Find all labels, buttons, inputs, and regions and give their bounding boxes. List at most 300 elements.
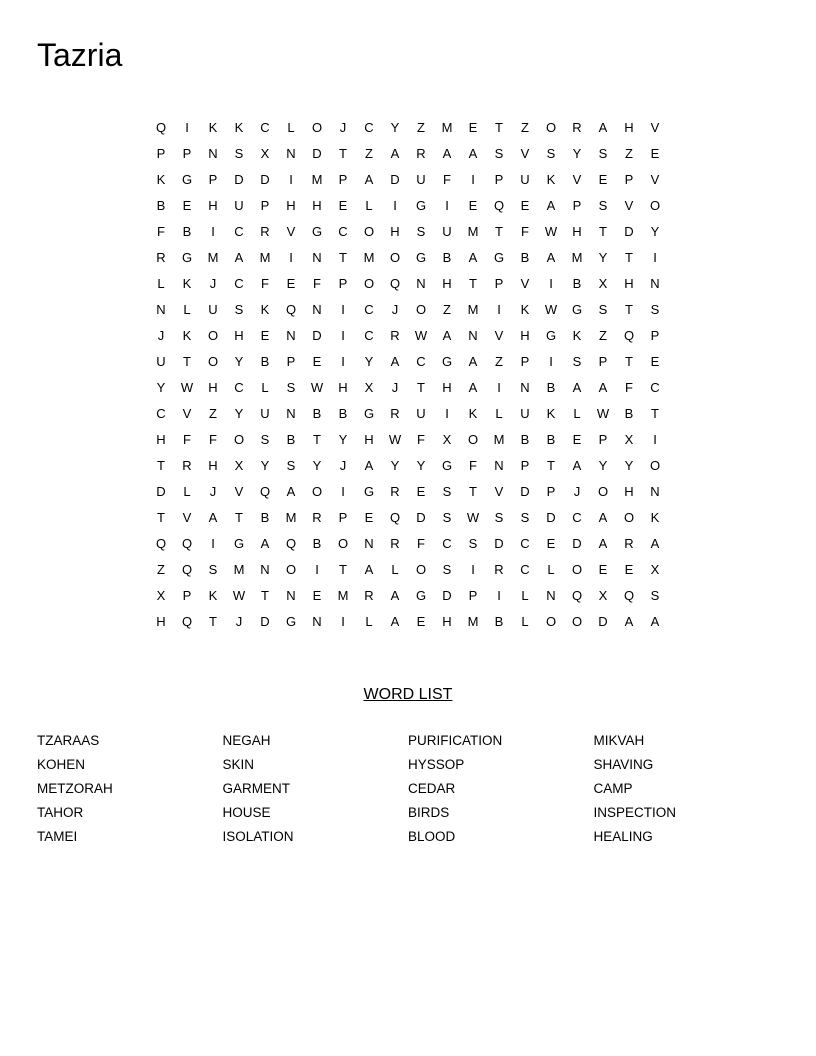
grid-letter: N [494, 458, 504, 473]
grid-letter: T [261, 588, 269, 603]
grid-letter: S [286, 458, 296, 473]
grid-letter: I [445, 198, 449, 213]
grid-letter: H [442, 276, 452, 291]
grid-letter: A [572, 458, 582, 473]
grid-letter: O [623, 510, 635, 525]
grid-letter: N [312, 302, 322, 317]
grid-letter: L [183, 302, 191, 317]
grid-letter: C [156, 406, 166, 421]
grid-letter: T [313, 432, 321, 447]
grid-letter: R [624, 536, 634, 551]
grid-letter: R [416, 146, 426, 161]
grid-letter: C [520, 536, 530, 551]
grid-letter: D [624, 224, 634, 239]
grid-letter: T [495, 120, 503, 135]
grid-letter: Y [364, 354, 374, 369]
grid-letter: Q [623, 588, 635, 603]
grid-letter: Z [495, 354, 503, 369]
word-list-item: HEALING [593, 829, 653, 844]
grid-letter: P [208, 172, 218, 187]
word-list [37, 730, 781, 850]
grid-letter: E [650, 354, 660, 369]
grid-letter: O [285, 562, 297, 577]
grid-letter: B [312, 406, 322, 421]
grid-letter: V [182, 406, 192, 421]
grid-letter: O [233, 432, 245, 447]
grid-letter: W [232, 588, 246, 603]
grid-letter: O [545, 120, 557, 135]
word-list-item: HYSSOP [408, 757, 465, 772]
grid-letter: Z [625, 146, 633, 161]
grid-letter: J [573, 484, 581, 499]
grid-letter: V [624, 198, 634, 213]
grid-letter: T [625, 250, 633, 265]
grid-letter: N [312, 614, 322, 629]
grid-letter: A [208, 510, 218, 525]
grid-letter: O [649, 198, 661, 213]
grid-letter: F [183, 432, 191, 447]
grid-letter: D [416, 510, 426, 525]
grid-letter: E [312, 588, 322, 603]
grid-letter: A [390, 146, 400, 161]
grid-letter: P [494, 276, 504, 291]
grid-letter: N [286, 588, 296, 603]
grid-letter: P [338, 172, 348, 187]
grid-letter: G [363, 406, 375, 421]
grid-letter: I [497, 380, 501, 395]
grid-letter: T [339, 562, 347, 577]
grid-letter: Z [157, 562, 165, 577]
grid-letter: O [649, 458, 661, 473]
grid-letter: B [624, 406, 634, 421]
grid-letter: O [363, 224, 375, 239]
grid-letter: I [289, 172, 293, 187]
grid-letter: N [546, 588, 556, 603]
grid-letter: Y [624, 458, 634, 473]
page-title: Tazria [37, 37, 123, 73]
grid-letter: T [469, 484, 477, 499]
grid-row [148, 219, 668, 245]
grid-letter: R [572, 120, 582, 135]
grid-letter: N [520, 380, 530, 395]
grid-letter: O [337, 536, 349, 551]
grid-letter: U [156, 354, 166, 369]
grid-letter: R [390, 406, 400, 421]
grid-letter: L [521, 614, 529, 629]
grid-row [148, 375, 668, 401]
grid-row [148, 245, 668, 271]
grid-row [148, 479, 668, 505]
grid-letter: M [337, 588, 349, 603]
grid-letter: P [572, 198, 582, 213]
grid-letter: Q [181, 614, 193, 629]
grid-letter: C [234, 380, 244, 395]
grid-letter: A [390, 354, 400, 369]
grid-row [148, 557, 668, 583]
grid-letter: G [311, 224, 323, 239]
grid-letter: S [416, 224, 426, 239]
grid-letter: F [157, 224, 165, 239]
grid-letter: H [286, 198, 296, 213]
grid-letter: E [598, 172, 608, 187]
grid-letter: O [415, 562, 427, 577]
grid-letter: O [311, 120, 323, 135]
grid-letter: P [520, 458, 530, 473]
grid-letter: K [650, 510, 660, 525]
grid-row [148, 583, 668, 609]
grid-letter: D [312, 328, 322, 343]
grid-letter: R [182, 458, 192, 473]
grid-letter: S [260, 432, 270, 447]
grid-letter: A [572, 380, 582, 395]
grid-letter: G [233, 536, 245, 551]
grid-letter: T [651, 406, 659, 421]
grid-letter: U [520, 406, 530, 421]
grid-letter: A [468, 380, 478, 395]
grid-letter: E [364, 510, 374, 525]
grid-letter: G [415, 250, 427, 265]
grid-letter: A [650, 614, 660, 629]
grid-letter: M [207, 250, 219, 265]
grid-letter: V [494, 328, 504, 343]
grid-row [148, 167, 668, 193]
grid-letter: O [571, 562, 583, 577]
grid-letter: Y [650, 224, 660, 239]
grid-letter: V [650, 120, 660, 135]
grid-letter: F [417, 432, 425, 447]
grid-letter: M [493, 432, 505, 447]
grid-letter: I [653, 250, 657, 265]
grid-letter: G [441, 354, 453, 369]
grid-letter: O [545, 614, 557, 629]
grid-letter: T [547, 458, 555, 473]
grid-letter: L [157, 276, 165, 291]
grid-letter: X [442, 432, 452, 447]
grid-letter: T [417, 380, 425, 395]
word-list-item: GARMENT [222, 781, 290, 796]
grid-letter: I [341, 302, 345, 317]
grid-letter: S [442, 510, 452, 525]
grid-letter: R [494, 562, 504, 577]
grid-letter: A [598, 536, 608, 551]
grid-letter: H [442, 380, 452, 395]
grid-letter: S [468, 536, 478, 551]
grid-letter: L [365, 614, 373, 629]
grid-letter: K [182, 276, 192, 291]
grid-letter: I [341, 354, 345, 369]
grid-letter: B [520, 432, 530, 447]
grid-letter: B [442, 250, 452, 265]
grid-letter: I [653, 432, 657, 447]
grid-letter: B [546, 432, 556, 447]
grid-row [148, 193, 668, 219]
grid-row [148, 505, 668, 531]
grid-letter: I [445, 406, 449, 421]
grid-letter: E [624, 562, 634, 577]
grid-letter: A [364, 458, 374, 473]
grid-letter: M [233, 562, 245, 577]
grid-letter: N [650, 484, 660, 499]
grid-letter: A [390, 588, 400, 603]
grid-letter: K [520, 302, 530, 317]
grid-letter: B [260, 354, 270, 369]
grid-letter: S [208, 562, 218, 577]
grid-letter: F [261, 276, 269, 291]
grid-letter: L [287, 120, 295, 135]
grid-letter: M [467, 302, 479, 317]
grid-letter: P [546, 484, 556, 499]
word-list-item: BIRDS [408, 805, 450, 820]
grid-letter: Y [390, 458, 400, 473]
grid-letter: A [390, 614, 400, 629]
grid-letter: P [468, 588, 478, 603]
grid-row [148, 349, 668, 375]
grid-letter: L [521, 588, 529, 603]
grid-letter: J [339, 120, 347, 135]
grid-letter: R [390, 328, 400, 343]
grid-letter: N [312, 250, 322, 265]
grid-letter: L [183, 484, 191, 499]
grid-letter: U [416, 406, 426, 421]
grid-letter: E [260, 328, 270, 343]
grid-letter: U [442, 224, 452, 239]
grid-letter: X [598, 276, 608, 291]
grid-letter: T [339, 250, 347, 265]
grid-letter: A [468, 146, 478, 161]
grid-letter: W [544, 224, 558, 239]
grid-letter: R [364, 588, 374, 603]
word-list-item: CEDAR [408, 781, 456, 796]
grid-letter: Y [572, 146, 582, 161]
grid-letter: C [234, 276, 244, 291]
grid-letter: B [572, 276, 582, 291]
grid-letter: C [520, 562, 530, 577]
grid-letter: Q [493, 198, 505, 213]
grid-letter: F [469, 458, 477, 473]
grid-letter: H [208, 380, 218, 395]
grid-letter: B [520, 250, 530, 265]
grid-letter: I [471, 172, 475, 187]
grid-letter: V [650, 172, 660, 187]
grid-letter: Y [156, 380, 166, 395]
word-list-item: ISOLATION [222, 829, 294, 844]
grid-letter: I [315, 562, 319, 577]
grid-letter: D [494, 536, 504, 551]
grid-letter: I [341, 484, 345, 499]
grid-letter: Y [260, 458, 270, 473]
grid-letter: B [156, 198, 166, 213]
grid-letter: I [341, 328, 345, 343]
grid-letter: A [364, 562, 374, 577]
grid-letter: A [650, 536, 660, 551]
grid-letter: Y [234, 354, 244, 369]
grid-letter: D [234, 172, 244, 187]
grid-letter: J [339, 458, 347, 473]
grid-letter: A [468, 354, 478, 369]
grid-letter: H [234, 328, 244, 343]
grid-letter: U [208, 302, 218, 317]
grid-letter: C [442, 536, 452, 551]
grid-letter: Q [389, 510, 401, 525]
grid-letter: E [598, 562, 608, 577]
grid-letter: W [180, 380, 194, 395]
grid-letter: V [572, 172, 582, 187]
grid-letter: J [391, 380, 399, 395]
grid-letter: S [598, 198, 608, 213]
grid-letter: Q [155, 536, 167, 551]
grid-letter: A [364, 172, 374, 187]
grid-letter: W [388, 432, 402, 447]
grid-letter: I [471, 562, 475, 577]
grid-letter: P [182, 146, 192, 161]
grid-letter: N [650, 276, 660, 291]
grid-letter: P [182, 588, 192, 603]
grid-letter: C [364, 120, 374, 135]
grid-letter: K [182, 328, 192, 343]
grid-letter: O [363, 276, 375, 291]
grid-letter: M [259, 250, 271, 265]
grid-letter: T [183, 354, 191, 369]
grid-letter: S [572, 354, 582, 369]
grid-letter: W [414, 328, 428, 343]
word-list-item: SKIN [222, 757, 255, 772]
grid-letter: G [181, 250, 193, 265]
grid-letter: D [520, 484, 530, 499]
word-list-heading: WORD LIST [363, 686, 453, 703]
grid-letter: O [415, 302, 427, 317]
word-list-item: KOHEN [37, 757, 86, 772]
grid-letter: F [443, 172, 451, 187]
grid-letter: S [494, 146, 504, 161]
word-list-item: TAMEI [37, 829, 78, 844]
grid-letter: X [624, 432, 634, 447]
grid-letter: T [625, 354, 633, 369]
grid-letter: G [415, 588, 427, 603]
grid-letter: O [467, 432, 479, 447]
grid-letter: C [260, 120, 270, 135]
grid-letter: M [467, 614, 479, 629]
grid-letter: Y [312, 458, 322, 473]
grid-letter: K [546, 172, 556, 187]
grid-letter: N [286, 328, 296, 343]
grid-row [148, 609, 668, 635]
grid-letter: H [624, 484, 634, 499]
grid-letter: D [442, 588, 452, 603]
grid-letter: H [156, 432, 166, 447]
grid-letter: G [493, 250, 505, 265]
grid-letter: A [234, 250, 244, 265]
word-list-item: NEGAH [222, 733, 271, 748]
grid-letter: X [364, 380, 374, 395]
grid-letter: Z [365, 146, 373, 161]
grid-letter: G [545, 328, 557, 343]
grid-letter: D [546, 510, 556, 525]
grid-letter: Z [599, 328, 607, 343]
grid-letter: I [185, 120, 189, 135]
grid-letter: B [260, 510, 270, 525]
grid-letter: L [391, 562, 399, 577]
grid-letter: L [495, 406, 503, 421]
grid-letter: E [338, 198, 348, 213]
grid-letter: P [156, 146, 166, 161]
grid-letter: E [416, 484, 426, 499]
grid-letter: Q [259, 484, 271, 499]
grid-letter: P [338, 276, 348, 291]
grid-letter: H [572, 224, 582, 239]
grid-letter: C [364, 302, 374, 317]
grid-letter: Y [598, 458, 608, 473]
grid-letter: A [598, 380, 608, 395]
grid-letter: P [520, 354, 530, 369]
grid-letter: M [441, 120, 453, 135]
grid-letter: J [209, 484, 217, 499]
grid-letter: S [598, 302, 608, 317]
grid-letter: T [599, 224, 607, 239]
grid-letter: Z [417, 120, 425, 135]
grid-letter: I [497, 588, 501, 603]
grid-letter: K [546, 406, 556, 421]
grid-letter: A [442, 146, 452, 161]
grid-letter: D [312, 146, 322, 161]
grid-letter: R [156, 250, 166, 265]
grid-letter: C [650, 380, 660, 395]
grid-letter: Q [285, 536, 297, 551]
grid-letter: G [181, 172, 193, 187]
grid-letter: L [261, 380, 269, 395]
grid-letter: B [546, 380, 556, 395]
grid-letter: N [208, 146, 218, 161]
grid-letter: I [341, 614, 345, 629]
grid-letter: S [598, 146, 608, 161]
grid-letter: F [417, 536, 425, 551]
grid-letter: C [364, 328, 374, 343]
grid-letter: A [546, 250, 556, 265]
grid-letter: T [157, 458, 165, 473]
grid-letter: A [286, 484, 296, 499]
grid-letter: D [156, 484, 166, 499]
grid-letter: E [468, 198, 478, 213]
grid-letter: H [338, 380, 348, 395]
grid-letter: I [211, 536, 215, 551]
word-list-item: TAHOR [37, 805, 84, 820]
grid-letter: E [286, 276, 296, 291]
grid-letter: X [260, 146, 270, 161]
grid-letter: U [234, 198, 244, 213]
grid-letter: G [571, 302, 583, 317]
grid-row [148, 115, 668, 141]
grid-letter: S [650, 302, 660, 317]
grid-letter: U [260, 406, 270, 421]
grid-letter: D [598, 614, 608, 629]
grid-letter: R [260, 224, 270, 239]
grid-letter: Q [571, 588, 583, 603]
word-list-item: INSPECTION [593, 805, 677, 820]
grid-letter: Z [521, 120, 529, 135]
grid-letter: B [312, 536, 322, 551]
grid-letter: P [260, 198, 270, 213]
grid-letter: S [234, 146, 244, 161]
grid-letter: S [546, 146, 556, 161]
grid-letter: P [624, 172, 634, 187]
grid-letter: B [494, 614, 504, 629]
grid-letter: K [468, 406, 478, 421]
grid-letter: S [520, 510, 530, 525]
grid-letter: V [494, 484, 504, 499]
grid-letter: C [572, 510, 582, 525]
grid-letter: U [520, 172, 530, 187]
grid-letter: P [598, 432, 608, 447]
grid-letter: R [390, 484, 400, 499]
